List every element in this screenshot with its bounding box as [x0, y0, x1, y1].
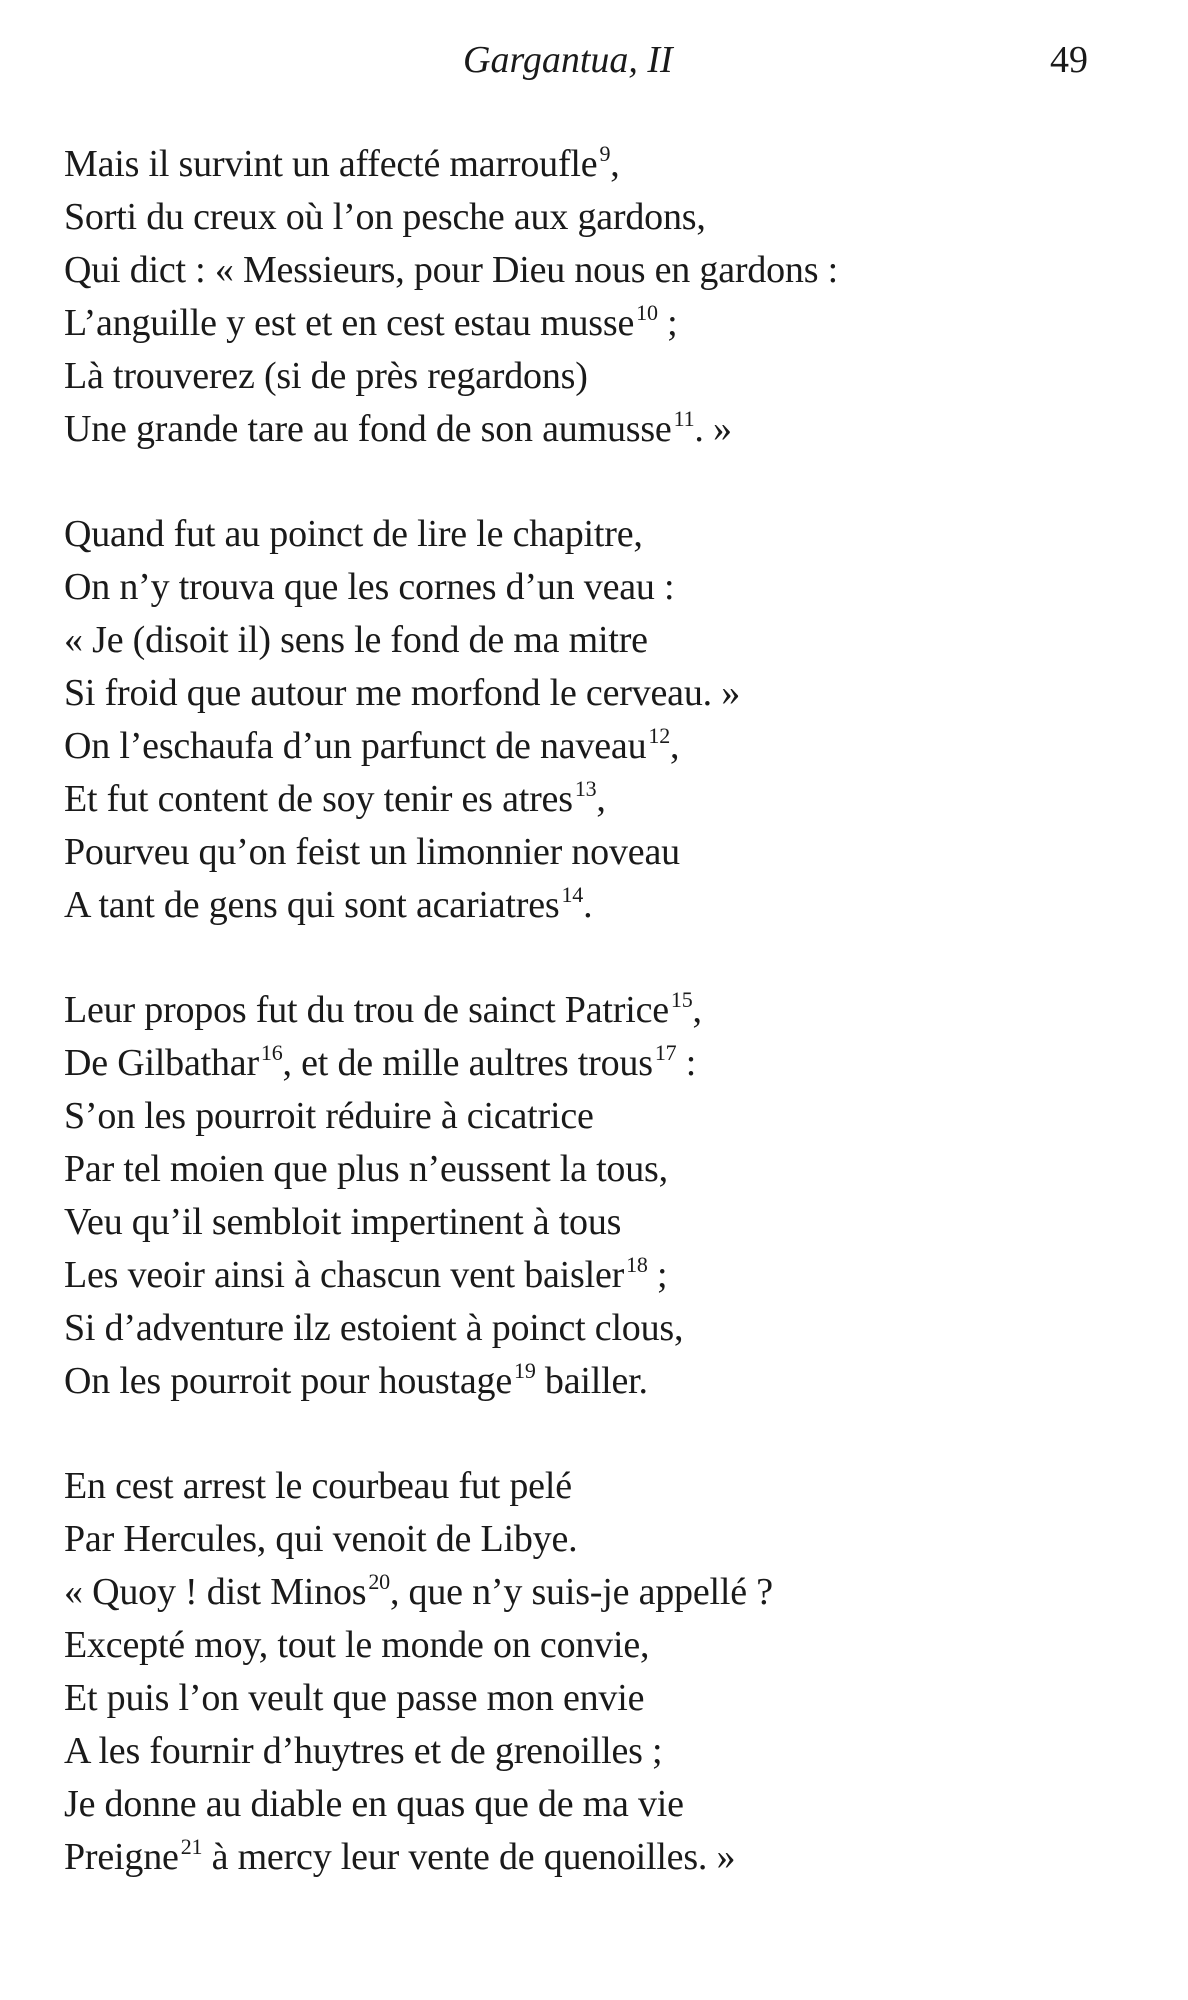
verse-line	[64, 1037, 1144, 1090]
verse-text: De Gilbathar	[64, 1042, 259, 1084]
verse-text: Là trouverez (si de près regardons)	[64, 355, 588, 397]
verse-line	[64, 1143, 1144, 1196]
verse-text-continuation: ,	[610, 143, 620, 185]
verse-text: A tant de gens qui sont acariatres	[64, 884, 560, 926]
verse-line	[64, 1249, 1144, 1302]
verse-text: Par tel moien que plus n’eussent la tous,	[64, 1148, 668, 1190]
verse-line	[64, 1778, 1144, 1831]
verse-text: Quand fut au poinct de lire le chapitre,	[64, 513, 643, 555]
stanza	[64, 1460, 1144, 1884]
verse-line	[64, 1672, 1144, 1725]
verse-text: En cest arrest le courbeau fut pelé	[64, 1465, 572, 1507]
verse-text: Excepté moy, tout le monde on convie,	[64, 1624, 650, 1666]
verse-line	[64, 1566, 1144, 1619]
verse-line	[64, 350, 1144, 403]
verse-line	[64, 297, 1144, 350]
verse-line	[64, 1831, 1144, 1884]
verse-line	[64, 1302, 1144, 1355]
verse-text: Et puis l’on veult que passe mon envie	[64, 1677, 645, 1719]
verse-line	[64, 826, 1144, 879]
footnote-marker[interactable]: 9	[599, 141, 611, 166]
verse-text: Qui dict : « Messieurs, pour Dieu nous en gardons :	[64, 249, 838, 291]
verse-line	[64, 1196, 1144, 1249]
verse-text-continuation: à mercy leur vente de quenoilles. »	[202, 1836, 736, 1878]
verse-line	[64, 191, 1144, 244]
stanza	[64, 984, 1144, 1408]
verse-text: L’anguille y est et en cest estau musse	[64, 302, 635, 344]
verse-line	[64, 667, 1144, 720]
footnote-marker[interactable]: 19	[514, 1358, 536, 1383]
verse-text: Si froid que autour me morfond le cerveau. »	[64, 672, 741, 714]
verse-line	[64, 1619, 1144, 1672]
verse-text: Preigne	[64, 1836, 179, 1878]
verse-line	[64, 244, 1144, 297]
page-number: 49	[1050, 39, 1088, 81]
verse-text-continuation: , que n’y suis-je appellé ?	[389, 1571, 773, 1613]
verse-line	[64, 1725, 1144, 1778]
verse-line	[64, 773, 1144, 826]
verse-text: Et fut content de soy tenir es atres	[64, 778, 573, 820]
verse-text: S’on les pourroit réduire à cicatrice	[64, 1095, 594, 1137]
verse-text: « Quoy ! dist Minos	[64, 1571, 367, 1613]
stanza	[64, 508, 1144, 932]
verse-text: Les veoir ainsi à chascun vent baisler	[64, 1254, 625, 1296]
verse-line	[64, 561, 1144, 614]
verse-text-continuation: ;	[657, 302, 678, 344]
verse-line	[64, 403, 1144, 456]
verse-text-continuation: , et de mille aultres trous	[282, 1042, 653, 1084]
verse-line	[64, 614, 1144, 667]
verse-text: « Je (disoit il) sens le fond de ma mitre	[64, 619, 648, 661]
stanza	[64, 138, 1144, 456]
verse-line	[64, 1355, 1144, 1408]
verse-line	[64, 1090, 1144, 1143]
running-head	[0, 38, 1188, 90]
verse-text-continuation: bailler.	[535, 1360, 648, 1402]
poem	[64, 138, 1144, 1936]
footnote-marker[interactable]: 11	[673, 406, 695, 431]
verse-text-continuation: ,	[692, 989, 702, 1031]
verse-text-continuation: . »	[694, 408, 732, 450]
verse-text: Par Hercules, qui venoit de Libye.	[64, 1518, 578, 1560]
verse-text: Leur propos fut du trou de sainct Patrice	[64, 989, 669, 1031]
verse-text: On les pourroit pour houstage	[64, 1360, 513, 1402]
footnote-marker[interactable]: 13	[574, 776, 597, 801]
verse-text: Pourveu qu’on feist un limonnier noveau	[64, 831, 680, 873]
verse-text: Une grande tare au fond de son aumusse	[64, 408, 672, 450]
verse-text: On n’y trouva que les cornes d’un veau :	[64, 566, 675, 608]
footnote-marker[interactable]: 14	[561, 882, 584, 907]
footnote-marker[interactable]: 15	[670, 987, 693, 1012]
verse-text-continuation: ,	[670, 725, 680, 767]
verse-line	[64, 879, 1144, 932]
verse-text: A les fournir d’huytres et de grenoilles ;	[64, 1730, 663, 1772]
verse-text-continuation: ;	[647, 1254, 668, 1296]
verse-line	[64, 720, 1144, 773]
verse-text: Si d’adventure ilz estoient à poinct clous,	[64, 1307, 684, 1349]
footnote-marker[interactable]: 16	[260, 1040, 283, 1065]
verse-line	[64, 508, 1144, 561]
verse-text-continuation: .	[583, 884, 593, 926]
verse-text: Veu qu’il sembloit impertinent à tous	[64, 1201, 622, 1243]
footnote-marker[interactable]: 10	[636, 300, 658, 325]
footnote-marker[interactable]: 17	[654, 1040, 677, 1065]
verse-text: Sorti du creux où l’on pesche aux gardons,	[64, 196, 706, 238]
verse-text-continuation: ,	[596, 778, 606, 820]
verse-line	[64, 138, 1144, 191]
verse-text: On l’eschaufa d’un parfunct de naveau	[64, 725, 647, 767]
verse-text: Mais il survint un affecté marroufle	[64, 143, 598, 185]
verse-line	[64, 1513, 1144, 1566]
footnote-marker[interactable]: 18	[626, 1252, 648, 1277]
running-title: Gargantua, II	[463, 39, 673, 81]
footnote-marker[interactable]: 12	[648, 723, 670, 748]
footnote-marker[interactable]: 21	[180, 1834, 203, 1859]
verse-line	[64, 984, 1144, 1037]
verse-text-continuation: :	[676, 1042, 697, 1084]
verse-line	[64, 1460, 1144, 1513]
footnote-marker[interactable]: 20	[368, 1569, 390, 1594]
verse-text: Je donne au diable en quas que de ma vie	[64, 1783, 684, 1825]
